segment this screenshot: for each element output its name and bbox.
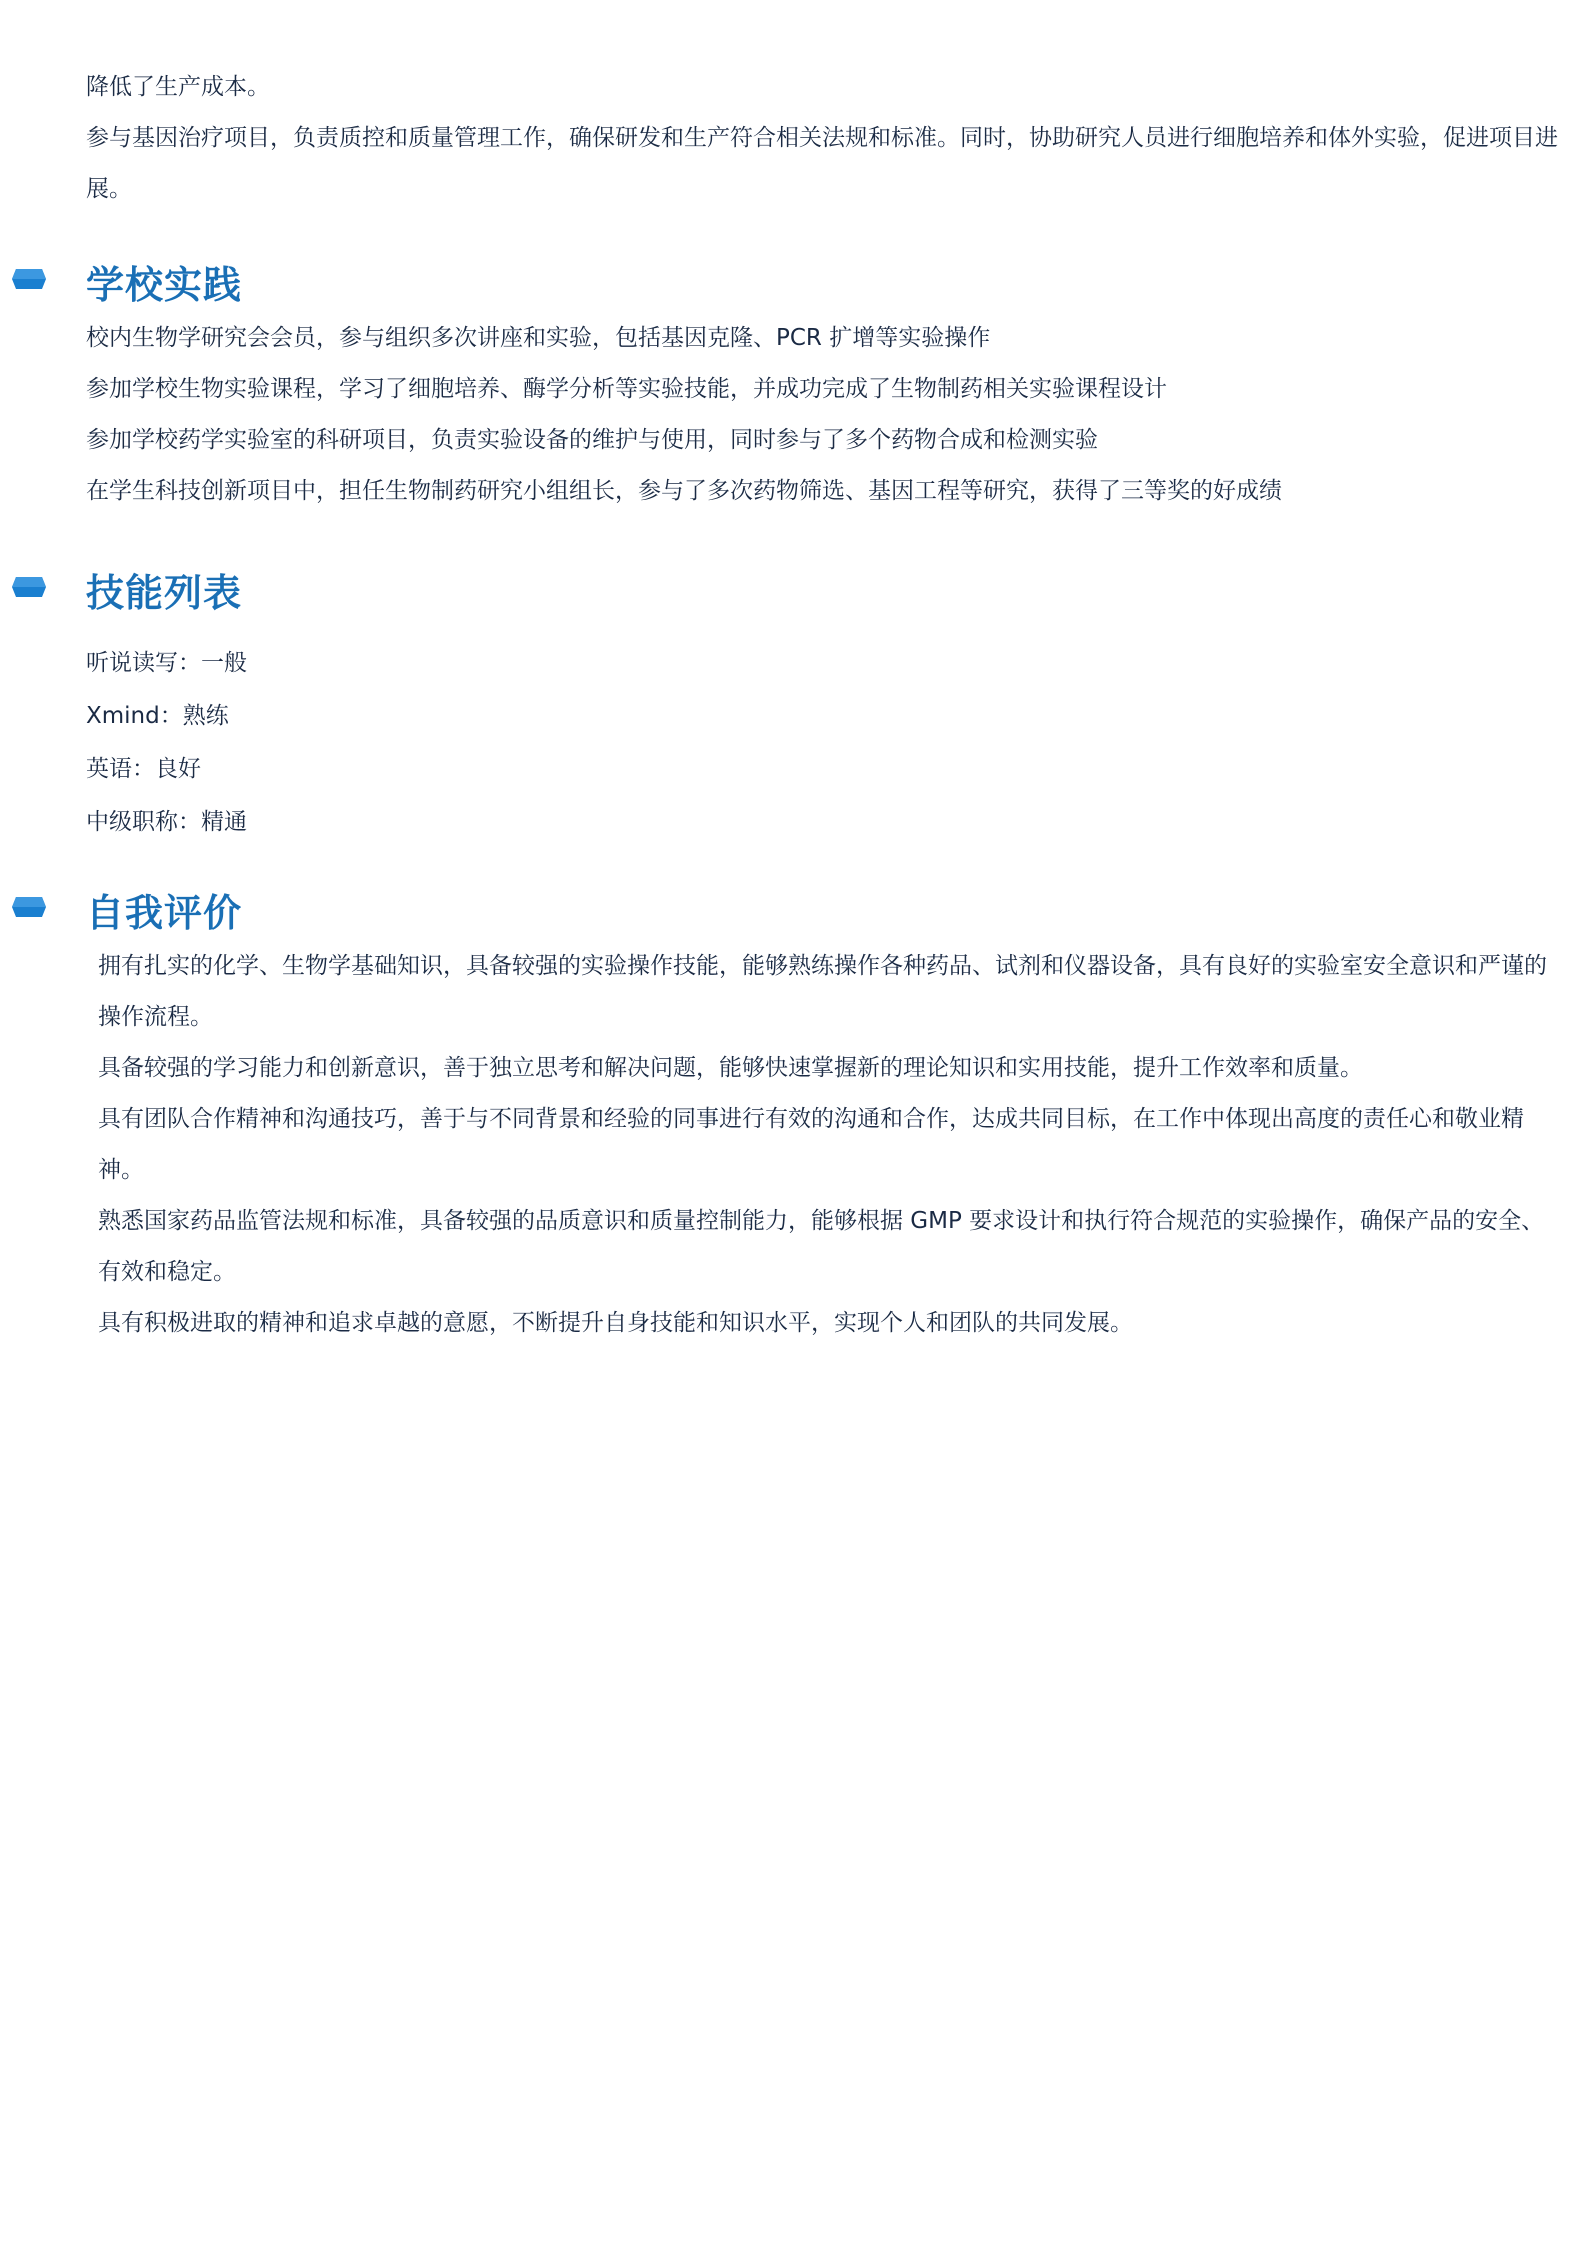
section-header (86, 559, 1559, 619)
work-experience-continuation (86, 62, 1559, 215)
section-skills (86, 559, 1559, 849)
skill-item: 听说读写：一般 (86, 650, 247, 676)
skill-item: 英语：良好 (86, 756, 201, 782)
evaluation-item: 具有积极进取的精神和追求卓越的意愿，不断提升自身技能和知识水平，实现个人和团队的共同发展。 (98, 1310, 1133, 1336)
list-item: 校内生物学研究会会员，参与组织多次讲座和实验，包括基因克隆、PCR 扩增等实验操作 (86, 325, 991, 351)
skills-list (86, 637, 1559, 849)
hexagon-bullet-icon (12, 269, 46, 289)
hexagon-bullet-icon (12, 577, 46, 597)
skill-item: 中级职称：精通 (86, 809, 247, 835)
section-title: 学校实践 (86, 262, 243, 307)
skill-item: Xmind：熟练 (86, 703, 229, 729)
intro-line: 降低了生产成本。 (86, 74, 270, 100)
hexagon-bullet-icon (12, 897, 46, 917)
list-item: 参加学校生物实验课程，学习了细胞培养、酶学分析等实验技能，并成功完成了生物制药相关实验课程设计 (86, 376, 1167, 402)
section-school-practice (86, 251, 1559, 517)
list-item: 在学生科技创新项目中，担任生物制药研究小组组长，参与了多次药物筛选、基因工程等研究，获得了三等奖的好成绩 (86, 478, 1282, 504)
section-header (86, 879, 1559, 939)
intro-line: 参与基因治疗项目，负责质控和质量管理工作，确保研发和生产符合相关法规和标准。同时，协助研究人员进行细胞培养和体外实验，促进项目进展。 (86, 125, 1558, 202)
evaluation-item: 具备较强的学习能力和创新意识，善于独立思考和解决问题，能够快速掌握新的理论知识和实用技能，提升工作效率和质量。 (98, 1055, 1363, 1081)
section-title: 技能列表 (86, 570, 243, 615)
evaluation-item: 熟悉国家药品监管法规和标准，具备较强的品质意识和质量控制能力，能够根据 GMP 要求设计和执行符合规范的实验操作，确保产品的安全、有效和稳定。 (98, 1208, 1545, 1285)
evaluation-item: 具有团队合作精神和沟通技巧，善于与不同背景和经验的同事进行有效的沟通和合作，达成共同目标，在工作中体现出高度的责任心和敬业精神。 (98, 1106, 1524, 1183)
section-self-evaluation (86, 879, 1559, 1349)
list-item: 参加学校药学实验室的科研项目，负责实验设备的维护与使用，同时参与了多个药物合成和检测实验 (86, 427, 1098, 453)
self-evaluation-list (86, 941, 1559, 1349)
school-practice-list (86, 313, 1559, 517)
resume-content (86, 62, 1559, 1349)
section-header (86, 251, 1559, 311)
evaluation-item: 拥有扎实的化学、生物学基础知识，具备较强的实验操作技能，能够熟练操作各种药品、试剂和仪器设备，具有良好的实验室安全意识和严谨的操作流程。 (98, 953, 1547, 1030)
section-title: 自我评价 (86, 890, 243, 935)
